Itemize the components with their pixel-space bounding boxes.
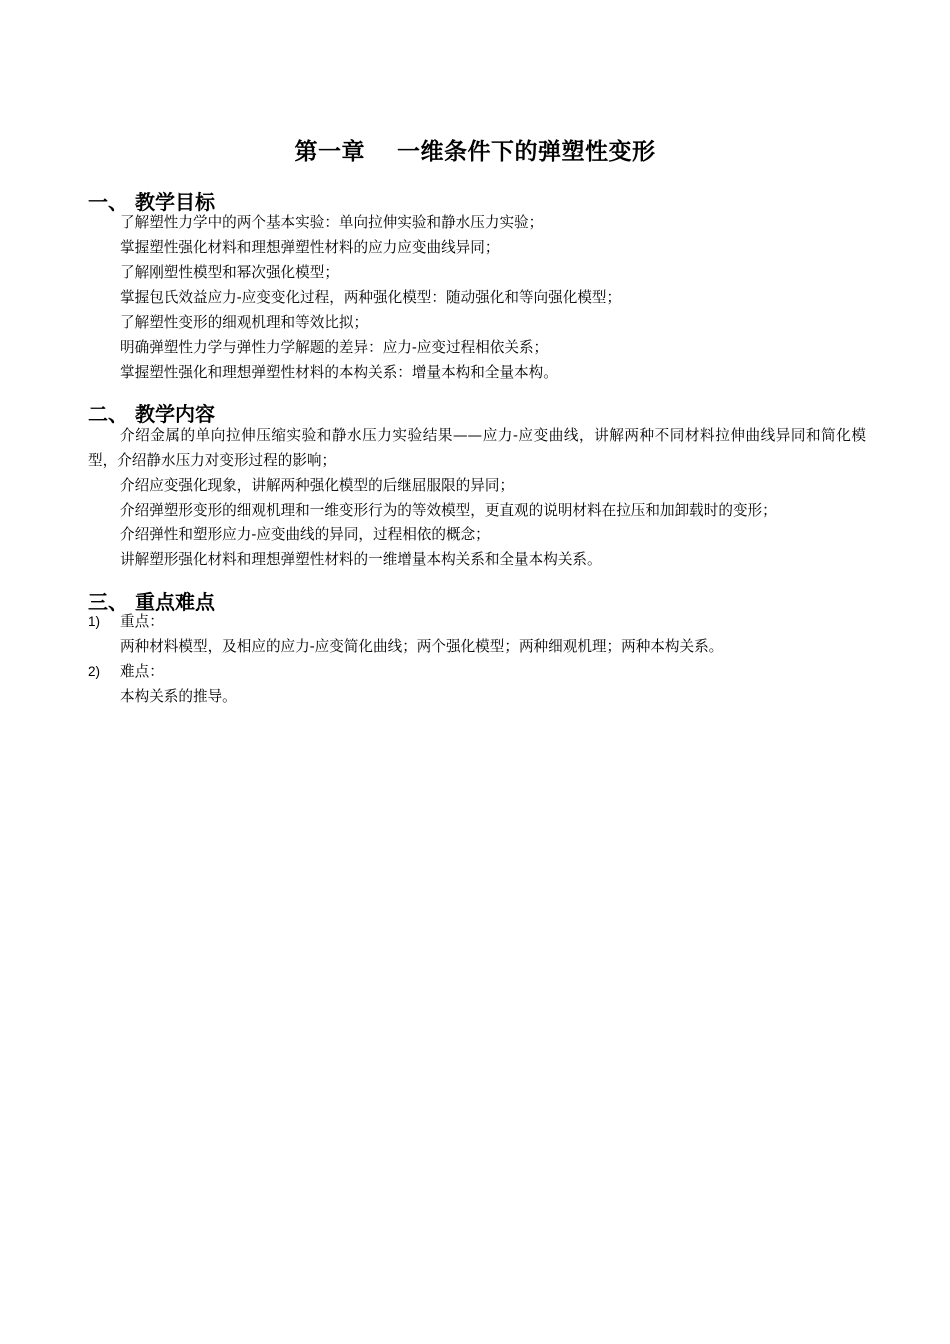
goal-line: 了解塑性力学中的两个基本实验：单向拉伸实验和静水压力实验； [120,214,544,231]
content-paragraph: 介绍金属的单向拉伸压缩实验和静水压力实验结果——应力-应变曲线，讲解两种不同材料拉伸曲线异同和简化模型，介绍静水压力对变形过程的影响； [88,427,866,469]
goal-line: 掌握包氏效益应力-应变变化过程，两种强化模型：随动强化和等向强化模型； [120,289,622,306]
content-line: 介绍应变强化现象，讲解两种强化模型的后继屈服限的异同； [120,477,515,494]
list-number: 1) [88,614,101,629]
list-text: 两种材料模型，及相应的应力-应变简化曲线；两个强化模型；两种细观机理；两种本构关系。 [120,638,724,655]
list-label: 重点： [120,613,164,630]
goal-line: 了解塑性变形的细观机理和等效比拟； [120,314,369,331]
goal-line: 了解刚塑性模型和幂次强化模型； [120,264,339,281]
content-line: 介绍弹塑形变形的细观机理和一维变形行为的等效模型，更直观的说明材料在拉压和加卸载时的变形； [120,502,777,519]
section-heading-goals: 一、 教学目标 [88,190,215,214]
goal-line: 掌握塑性强化和理想弹塑性材料的本构关系：增量本构和全量本构。 [120,364,558,381]
goal-line: 明确弹塑性力学与弹性力学解题的差异：应力-应变过程相依关系； [120,339,549,356]
list-text: 本构关系的推导。 [120,688,237,705]
content-line: 讲解塑形强化材料和理想弹塑性材料的一维增量本构关系和全量本构关系。 [120,551,602,568]
list-number: 2) [88,664,101,679]
goal-line: 掌握塑性强化材料和理想弹塑性材料的应力应变曲线异同； [120,239,500,256]
content-line: 介绍弹性和塑形应力-应变曲线的异同，过程相依的概念； [120,526,490,543]
section-heading-key-points: 三、 重点难点 [88,590,215,614]
chapter-title: 第一章 一维条件下的弹塑性变形 [294,139,656,165]
list-label: 难点： [120,663,164,680]
section-heading-content: 二、 教学内容 [88,402,215,426]
